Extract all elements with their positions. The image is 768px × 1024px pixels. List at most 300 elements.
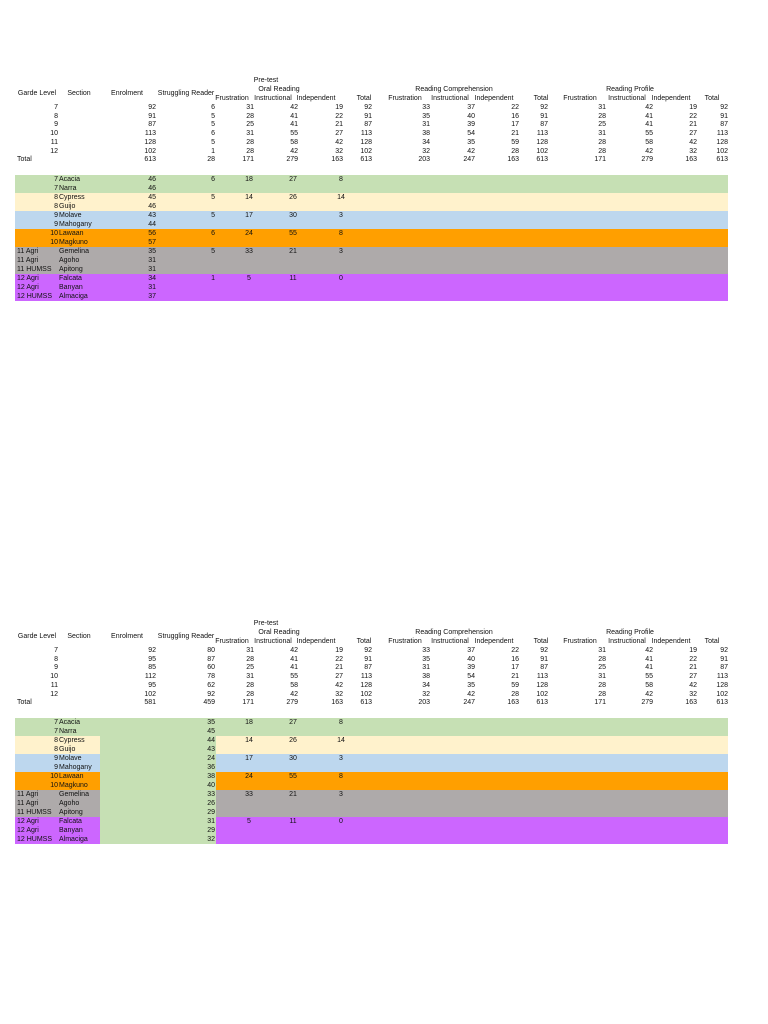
oral-reading-value: 21: [335, 664, 343, 672]
section-frustration: 14: [245, 737, 253, 744]
reading-profile-value: 128: [716, 138, 728, 146]
total-reading-comprehension: 163: [507, 699, 519, 707]
section-name: Lawaan: [59, 773, 84, 780]
section-struggling-reader: 29: [207, 809, 215, 816]
header-reading-comprehension: Reading Comprehension: [415, 86, 493, 93]
total-oral-reading: 279: [286, 699, 298, 707]
reading-comprehension-value: 59: [511, 681, 519, 689]
oral-reading-value: 42: [290, 147, 298, 155]
reading-comprehension-value: 102: [536, 690, 548, 698]
total-reading-profile: 613: [716, 699, 728, 707]
section-independent: 3: [339, 248, 343, 255]
section-enrolment: 46: [148, 203, 156, 210]
section-band: [15, 202, 728, 211]
section-band: [15, 238, 728, 247]
section-name: Guijo: [59, 203, 76, 210]
total-oral-reading: 163: [331, 699, 343, 707]
total-reading-profile: 613: [716, 156, 728, 164]
section-band: [15, 184, 728, 193]
reading-profile-value: 58: [645, 681, 653, 689]
reading-profile-value: 28: [598, 681, 606, 689]
reading-comprehension-value: 54: [467, 673, 475, 681]
section-enrolment: 46: [148, 176, 156, 183]
reading-comprehension-value: 31: [422, 664, 430, 672]
header-pretest: Pre-test: [253, 77, 279, 84]
section-name: Cypress: [59, 737, 85, 744]
reading-comprehension-value: 39: [467, 121, 475, 129]
column-header-total: Total: [704, 638, 720, 645]
oral-reading-value: 22: [335, 112, 343, 120]
section-struggling-reader: 40: [207, 782, 215, 789]
oral-reading-value: 55: [290, 130, 298, 138]
reading-profile-value: 87: [720, 664, 728, 672]
total-reading-profile: 279: [641, 699, 653, 707]
section-instructional: 30: [289, 212, 297, 219]
oral-reading-value: 21: [335, 121, 343, 129]
reading-comprehension-value: 37: [467, 104, 475, 111]
section-grade: 9: [54, 221, 58, 228]
reading-comprehension-value: 128: [536, 138, 548, 146]
summary-enrolment: 95: [148, 655, 156, 663]
summary-enrolment: 87: [148, 121, 156, 129]
section-name: Acacia: [59, 176, 81, 183]
reading-profile-value: 102: [716, 690, 728, 698]
reading-comprehension-value: 38: [422, 130, 430, 138]
summary-grade: 10: [50, 130, 58, 138]
column-header-struggling-reader: Struggling Reader: [157, 90, 215, 97]
total-oral-reading: 613: [360, 699, 372, 707]
section-instructional: 26: [289, 194, 297, 201]
section-frustration: 18: [245, 719, 253, 726]
section-name: Cypress: [59, 194, 85, 201]
reading-comprehension-value: 34: [422, 138, 430, 146]
total-reading-comprehension: 203: [418, 156, 430, 164]
column-header-total: Total: [356, 638, 372, 645]
oral-reading-value: 58: [290, 138, 298, 146]
summary-struggling-reader: 78: [207, 673, 215, 681]
reading-comprehension-value: 35: [422, 112, 430, 120]
total-oral-reading: 171: [242, 699, 254, 707]
section-struggling-reader: 35: [207, 719, 215, 726]
section-name: Falcata: [59, 275, 82, 282]
reading-comprehension-value: 28: [511, 690, 519, 698]
reading-comprehension-value: 37: [467, 647, 475, 654]
section-independent: 14: [337, 737, 345, 744]
section-instructional: 30: [289, 755, 297, 762]
total-struggling-reader: 28: [207, 156, 215, 164]
reading-profile-value: 113: [716, 130, 728, 138]
reading-profile-value: 42: [645, 690, 653, 698]
section-name: Narra: [59, 728, 77, 735]
column-header-total: Total: [704, 95, 720, 102]
total-reading-comprehension: 247: [463, 699, 475, 707]
section-band: [15, 292, 728, 301]
section-independent: 8: [339, 176, 343, 183]
oral-reading-value: 102: [360, 147, 372, 155]
column-header-independent: Independent: [651, 95, 691, 102]
summary-enrolment: 128: [144, 138, 156, 146]
summary-struggling-reader: 5: [211, 138, 215, 146]
oral-reading-value: 41: [290, 655, 298, 663]
section-name: Apitong: [59, 809, 83, 816]
column-header-frustration: Frustration: [215, 638, 249, 645]
summary-struggling-reader: 6: [211, 104, 215, 111]
section-struggling-reader: 36: [207, 764, 215, 771]
reading-comprehension-value: 87: [540, 121, 548, 129]
column-header-independent: Independent: [474, 95, 514, 102]
column-header-section: Section: [67, 90, 91, 97]
column-header-section: Section: [67, 633, 91, 640]
reading-profile-value: 102: [716, 147, 728, 155]
section-struggling-reader: 1: [211, 275, 215, 282]
section-independent: 3: [339, 791, 343, 798]
section-struggling-reader: 5: [211, 194, 215, 201]
header-pretest: Pre-test: [253, 620, 279, 627]
section-frustration: 18: [245, 176, 253, 183]
section-grade: 10: [50, 239, 58, 246]
section-grade: 12 HUMSS: [17, 836, 53, 843]
column-header-total: Total: [356, 95, 372, 102]
total-reading-comprehension: 613: [536, 156, 548, 164]
reading-profile-value: 128: [716, 681, 728, 689]
reading-profile-value: 55: [645, 673, 653, 681]
section-grade: 8: [54, 737, 58, 744]
oral-reading-value: 25: [246, 664, 254, 672]
section-grade: 12 Agri: [17, 818, 39, 825]
section-grade: 11 Agri: [17, 248, 39, 255]
reading-profile-value: 42: [689, 681, 697, 689]
section-name: Magkuno: [59, 239, 88, 246]
oral-reading-value: 22: [335, 655, 343, 663]
section-struggling-reader: 38: [207, 773, 215, 780]
section-grade: 8: [54, 194, 58, 201]
oral-reading-value: 25: [246, 121, 254, 129]
header-reading-comprehension: Reading Comprehension: [415, 629, 493, 636]
oral-reading-value: 42: [335, 681, 343, 689]
section-name: Agoho: [59, 257, 80, 264]
reading-profile-value: 28: [598, 112, 606, 120]
reading-comprehension-value: 102: [536, 147, 548, 155]
summary-enrolment: 102: [144, 690, 156, 698]
oral-reading-value: 27: [335, 673, 343, 681]
summary-grade: 8: [54, 112, 58, 120]
reading-profile-value: 87: [720, 121, 728, 129]
column-header-frustration: Frustration: [388, 95, 422, 102]
section-grade: 9: [54, 755, 58, 762]
column-header-instructional: Instructional: [431, 95, 469, 102]
reading-profile-value: 28: [598, 655, 606, 663]
total-reading-comprehension: 247: [463, 156, 475, 164]
summary-enrolment: 92: [148, 647, 156, 654]
summary-grade: 9: [54, 664, 58, 672]
oral-reading-value: 28: [246, 681, 254, 689]
oral-reading-value: 42: [290, 647, 298, 654]
section-instructional: 11: [289, 275, 297, 282]
section-frustration: 5: [247, 818, 251, 825]
reading-profile-value: 19: [689, 104, 697, 111]
total-oral-reading: 163: [331, 156, 343, 164]
total-reading-profile: 279: [641, 156, 653, 164]
reading-comprehension-value: 16: [511, 655, 519, 663]
reading-comprehension-value: 113: [536, 673, 548, 681]
reading-comprehension-value: 38: [422, 673, 430, 681]
section-name: Apitong: [59, 266, 83, 273]
section-name: Lawaan: [59, 230, 84, 237]
reading-comprehension-value: 34: [422, 681, 430, 689]
header-oral-reading: Oral Reading: [258, 86, 300, 93]
reading-profile-value: 55: [645, 130, 653, 138]
header-reading-profile: Reading Profile: [606, 629, 654, 636]
column-header-frustration: Frustration: [563, 95, 597, 102]
section-independent: 8: [339, 773, 343, 780]
section-enrolment: 31: [148, 266, 156, 273]
summary-grade: 9: [54, 121, 58, 129]
section-struggling-reader: 45: [207, 728, 215, 735]
summary-grade: 11: [50, 681, 58, 689]
section-independent: 0: [339, 818, 343, 825]
section-grade: 10: [50, 230, 58, 237]
reading-profile-value: 22: [689, 112, 697, 120]
total-oral-reading: 279: [286, 156, 298, 164]
summary-struggling-reader: 80: [207, 647, 215, 654]
column-header-instructional: Instructional: [254, 638, 292, 645]
column-header-frustration: Frustration: [215, 95, 249, 102]
section-frustration: 33: [245, 791, 253, 798]
section-independent: 14: [337, 194, 345, 201]
section-struggling-reader: 26: [207, 800, 215, 807]
reading-comprehension-value: 40: [467, 655, 475, 663]
column-header-enrolment: Enrolment: [111, 90, 143, 97]
oral-reading-value: 28: [246, 147, 254, 155]
section-grade: 8: [54, 746, 58, 753]
section-name: Molave: [59, 212, 82, 219]
oral-reading-value: 31: [246, 647, 254, 654]
section-grade: 11 Agri: [17, 791, 39, 798]
summary-struggling-reader: 1: [211, 147, 215, 155]
section-independent: 8: [339, 230, 343, 237]
section-name: Gemelina: [59, 248, 89, 255]
section-frustration: 17: [245, 212, 253, 219]
reading-comprehension-value: 87: [540, 664, 548, 672]
summary-enrolment: 92: [148, 104, 156, 111]
total-reading-comprehension: 613: [536, 699, 548, 707]
summary-grade: 10: [50, 673, 58, 681]
reading-comprehension-value: 28: [511, 147, 519, 155]
summary-enrolment: 95: [148, 681, 156, 689]
section-instructional: 27: [289, 719, 297, 726]
reading-comprehension-value: 33: [422, 104, 430, 111]
reading-comprehension-value: 32: [422, 147, 430, 155]
oral-reading-value: 28: [246, 112, 254, 120]
reading-comprehension-value: 92: [540, 647, 548, 654]
section-enrolment: 46: [148, 185, 156, 192]
oral-reading-value: 28: [246, 655, 254, 663]
section-grade: 12 Agri: [17, 275, 39, 282]
section-grade: 12 Agri: [17, 827, 39, 834]
summary-struggling-reader: 87: [207, 655, 215, 663]
section-name: Guijo: [59, 746, 76, 753]
section-grade: 12 Agri: [17, 284, 39, 291]
oral-reading-value: 41: [290, 112, 298, 120]
reading-profile-value: 41: [645, 121, 653, 129]
oral-reading-value: 31: [246, 673, 254, 681]
reading-profile-value: 31: [598, 130, 606, 138]
oral-reading-value: 102: [360, 690, 372, 698]
reading-comprehension-value: 128: [536, 681, 548, 689]
section-enrolment: 45: [148, 194, 156, 201]
oral-reading-value: 128: [360, 681, 372, 689]
section-enrolment: 43: [148, 212, 156, 219]
section-band: [15, 265, 728, 274]
oral-reading-value: 41: [290, 664, 298, 672]
reading-comprehension-value: 22: [511, 647, 519, 654]
section-enrolment: 31: [148, 257, 156, 264]
reading-comprehension-value: 42: [467, 147, 475, 155]
reading-profile-value: 22: [689, 655, 697, 663]
section-frustration: 33: [245, 248, 253, 255]
section-frustration: 17: [245, 755, 253, 762]
reading-profile-value: 42: [645, 647, 653, 654]
summary-grade: 7: [54, 104, 58, 111]
section-grade: 11 Agri: [17, 257, 39, 264]
summary-grade: 12: [50, 690, 58, 698]
total-enrolment: 613: [144, 156, 156, 164]
section-frustration: 14: [245, 194, 253, 201]
reading-profile-value: 31: [598, 104, 606, 111]
summary-enrolment: 112: [144, 673, 156, 681]
reading-profile-value: 32: [689, 147, 697, 155]
section-grade: 7: [54, 728, 58, 735]
section-struggling-reader: 32: [207, 836, 215, 843]
section-name: Molave: [59, 755, 82, 762]
oral-reading-value: 92: [364, 104, 372, 111]
section-struggling-reader: 5: [211, 248, 215, 255]
section-struggling-reader: 43: [207, 746, 215, 753]
column-header-independent: Independent: [651, 638, 691, 645]
column-header-instructional: Instructional: [254, 95, 292, 102]
oral-reading-value: 92: [364, 647, 372, 654]
section-struggling-reader: 6: [211, 230, 215, 237]
section-grade: 7: [54, 719, 58, 726]
section-grade: 11 HUMSS: [17, 809, 52, 816]
reading-comprehension-value: 32: [422, 690, 430, 698]
total-reading-comprehension: 203: [418, 699, 430, 707]
reading-profile-value: 41: [645, 664, 653, 672]
oral-reading-value: 113: [360, 673, 372, 681]
reading-profile-value: 91: [720, 655, 728, 663]
section-enrolment: 37: [148, 293, 156, 300]
section-name: Falcata: [59, 818, 82, 825]
reading-profile-value: 31: [598, 673, 606, 681]
total-label: Total: [17, 699, 32, 707]
oral-reading-value: 42: [290, 104, 298, 111]
reading-comprehension-value: 92: [540, 104, 548, 111]
reading-profile-value: 91: [720, 112, 728, 120]
reading-profile-value: 42: [689, 138, 697, 146]
summary-struggling-reader: 60: [207, 664, 215, 672]
oral-reading-value: 87: [364, 121, 372, 129]
section-instructional: 11: [289, 818, 297, 825]
section-instructional: 55: [289, 773, 297, 780]
reading-comprehension-value: 59: [511, 138, 519, 146]
summary-grade: 7: [54, 647, 58, 654]
summary-struggling-reader: 5: [211, 121, 215, 129]
reading-profile-value: 42: [645, 104, 653, 111]
column-header-independent: Independent: [474, 638, 514, 645]
section-struggling-reader: 31: [207, 818, 215, 825]
reading-comprehension-value: 91: [540, 655, 548, 663]
summary-struggling-reader: 5: [211, 112, 215, 120]
oral-reading-value: 32: [335, 147, 343, 155]
section-struggling-reader: 5: [211, 212, 215, 219]
reading-comprehension-value: 21: [511, 130, 519, 138]
section-grade: 9: [54, 764, 58, 771]
column-header-frustration: Frustration: [388, 638, 422, 645]
section-struggling-reader: 6: [211, 176, 215, 183]
section-instructional: 26: [289, 737, 297, 744]
section-enrolment: 34: [148, 275, 156, 282]
section-independent: 3: [339, 212, 343, 219]
total-label: Total: [17, 156, 32, 164]
reading-comprehension-value: 21: [511, 673, 519, 681]
reading-profile-value: 42: [645, 147, 653, 155]
reading-profile-value: 28: [598, 138, 606, 146]
section-grade: 7: [54, 176, 58, 183]
section-name: Banyan: [59, 827, 83, 834]
section-name: Almaciga: [59, 293, 88, 300]
reading-profile-value: 28: [598, 147, 606, 155]
reading-comprehension-value: 42: [467, 690, 475, 698]
section-name: Mahogany: [59, 764, 92, 771]
section-name: Narra: [59, 185, 77, 192]
reading-comprehension-value: 40: [467, 112, 475, 120]
section-name: Agoho: [59, 800, 80, 807]
section-grade: 9: [54, 212, 58, 219]
reading-profile-value: 19: [689, 647, 697, 654]
oral-reading-value: 58: [290, 681, 298, 689]
reading-profile-value: 28: [598, 690, 606, 698]
section-instructional: 55: [289, 230, 297, 237]
reading-comprehension-value: 22: [511, 104, 519, 111]
total-oral-reading: 613: [360, 156, 372, 164]
summary-enrolment: 91: [148, 112, 156, 120]
section-enrolment: 56: [148, 230, 156, 237]
summary-struggling-reader: 6: [211, 130, 215, 138]
oral-reading-value: 55: [290, 673, 298, 681]
column-header-struggling-reader: Struggling Reader: [157, 633, 215, 640]
section-independent: 3: [339, 755, 343, 762]
oral-reading-value: 31: [246, 104, 254, 111]
summary-grade: 11: [50, 138, 58, 146]
reading-profile-value: 21: [689, 664, 697, 672]
oral-reading-value: 42: [290, 690, 298, 698]
section-grade: 11 HUMSS: [17, 266, 52, 273]
section-band: [15, 220, 728, 229]
reading-profile-value: 41: [645, 655, 653, 663]
column-header-total: Total: [533, 95, 549, 102]
reading-comprehension-value: 33: [422, 647, 430, 654]
total-struggling-reader: 459: [203, 699, 215, 707]
oral-reading-value: 28: [246, 690, 254, 698]
reading-profile-value: 32: [689, 690, 697, 698]
section-enrolment: 31: [148, 284, 156, 291]
reading-comprehension-value: 16: [511, 112, 519, 120]
section-struggling-reader: 24: [207, 755, 215, 762]
reading-profile-value: 21: [689, 121, 697, 129]
reading-profile-value: 92: [720, 104, 728, 111]
oral-reading-value: 27: [335, 130, 343, 138]
section-instructional: 27: [289, 176, 297, 183]
